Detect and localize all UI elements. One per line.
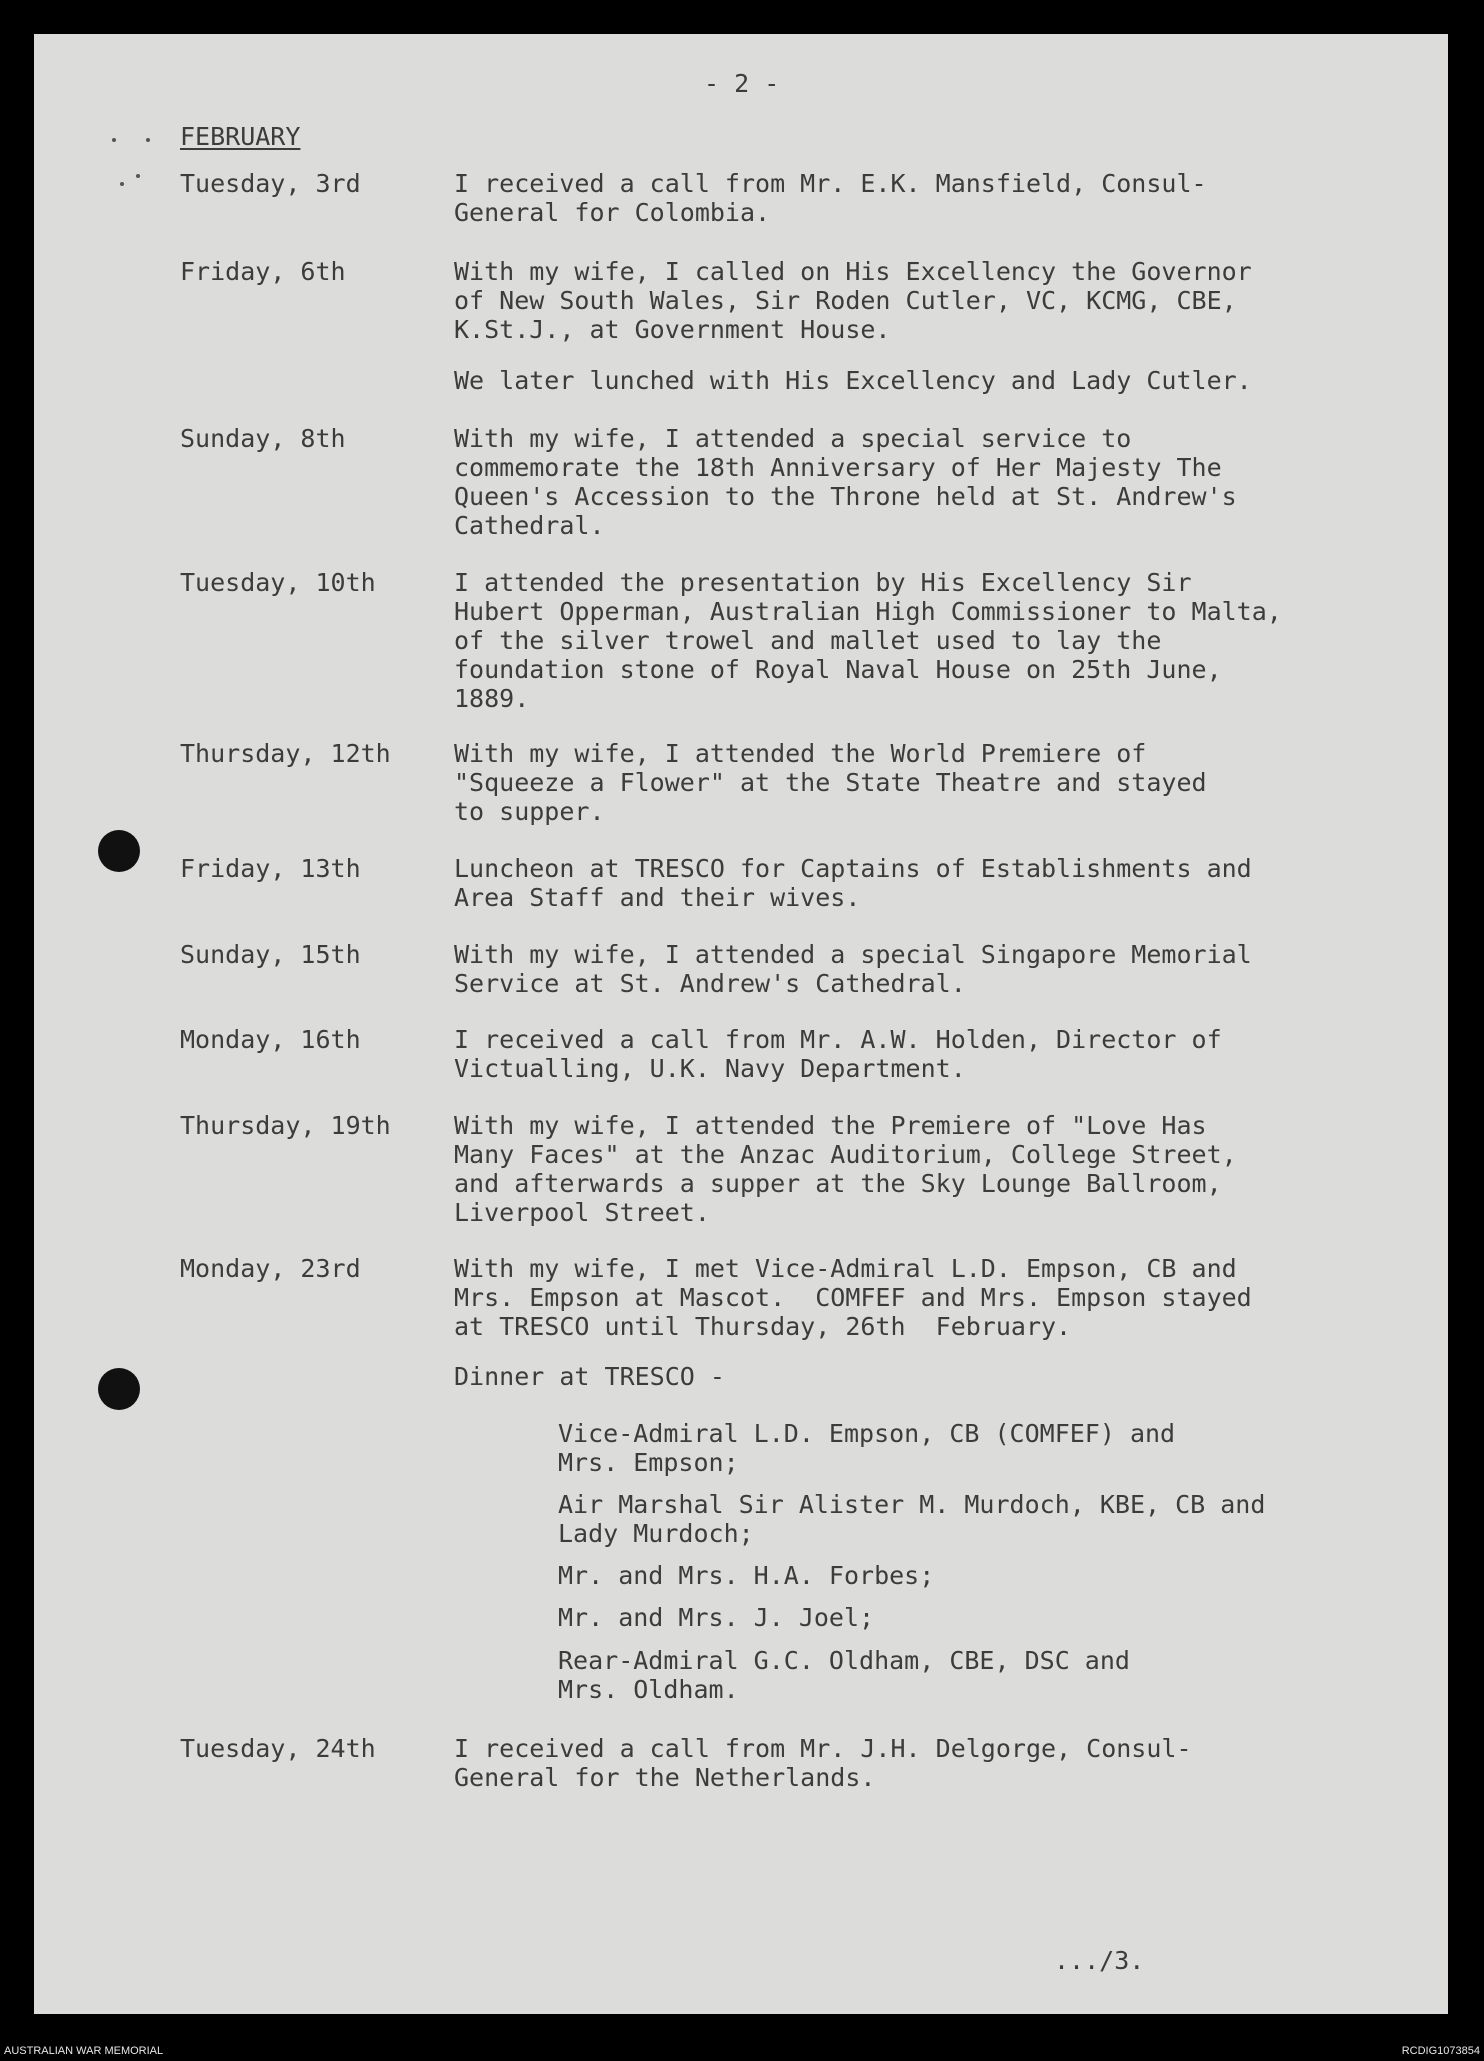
text-line: Mrs. Empson at Mascot. COMFEF and Mrs. Empson stayed	[454, 1283, 1252, 1312]
text-line: commemorate the 18th Anniversary of Her Majesty The	[454, 453, 1222, 482]
text-line: Queen's Accession to the Throne held at St. Andrew's	[454, 482, 1237, 511]
text-line: We later lunched with His Excellency and Lady Cutler.	[454, 366, 1252, 395]
guest-line: Air Marshal Sir Alister M. Murdoch, KBE, CB and	[558, 1490, 1266, 1519]
text-line: Service at St. Andrew's Cathedral.	[454, 969, 966, 998]
entry-text	[454, 1111, 1237, 1227]
entry-day: Tuesday, 3rd	[180, 169, 361, 198]
text-line: With my wife, I attended the World Premiere of	[454, 739, 1147, 768]
text-line: I received a call from Mr. E.K. Mansfield, Consul-	[454, 169, 1207, 198]
entry-text	[454, 940, 1252, 998]
guest-line: Vice-Admiral L.D. Empson, CB (COMFEF) and	[558, 1419, 1176, 1448]
page-number: - 2 -	[704, 69, 780, 98]
entry-text	[454, 169, 1207, 227]
entry-day: Monday, 23rd	[180, 1254, 361, 1283]
text-line: to supper.	[454, 797, 605, 826]
text-line: "Squeeze a Flower" at the State Theatre and stayed	[454, 768, 1207, 797]
text-line: foundation stone of Royal Naval House on 25th June,	[454, 655, 1222, 684]
text-line: Victualling, U.K. Navy Department.	[454, 1054, 966, 1083]
entry-text	[454, 1362, 725, 1391]
continuation-marker: .../3.	[1054, 1946, 1145, 1975]
paper-speck	[112, 138, 116, 142]
punch-hole	[98, 830, 140, 872]
text-line: at TRESCO until Thursday, 26th February.	[454, 1312, 1072, 1341]
text-line: Dinner at TRESCO -	[454, 1362, 725, 1391]
entry-text	[454, 1254, 1252, 1341]
text-line: Hubert Opperman, Australian High Commissioner to Malta,	[454, 597, 1282, 626]
entry-text	[454, 854, 1252, 912]
text-line: I received a call from Mr. J.H. Delgorge, Consul-	[454, 1734, 1192, 1763]
entry-day: Tuesday, 24th	[180, 1734, 376, 1763]
entry-day: Thursday, 12th	[180, 739, 391, 768]
text-line: K.St.J., at Government House.	[454, 315, 891, 344]
punch-hole	[98, 1368, 140, 1410]
entry-text	[454, 568, 1282, 713]
entry-day: Friday, 6th	[180, 257, 346, 286]
text-line: With my wife, I met Vice-Admiral L.D. Empson, CB and	[454, 1254, 1237, 1283]
text-line: Many Faces" at the Anzac Auditorium, College Street,	[454, 1140, 1237, 1169]
guest-entry	[558, 1419, 1175, 1477]
paper-speck	[136, 174, 140, 178]
entry-text	[454, 739, 1207, 826]
text-line: of the silver trowel and mallet used to lay the	[454, 626, 1162, 655]
entry-text	[454, 257, 1252, 344]
typed-page	[34, 34, 1448, 2014]
text-line: With my wife, I attended the Premiere of "Love Has	[454, 1111, 1207, 1140]
guest-entry	[558, 1603, 874, 1632]
text-line: General for Colombia.	[454, 198, 771, 227]
footer-id: RCDIG1073854	[1401, 2045, 1480, 2057]
guest-entry	[558, 1490, 1265, 1548]
guest-line: Lady Murdoch;	[558, 1519, 754, 1548]
guest-line: Mrs. Oldham.	[558, 1675, 739, 1704]
guest-line: Rear-Admiral G.C. Oldham, CBE, DSC and	[558, 1646, 1130, 1675]
text-line: Area Staff and their wives.	[454, 883, 861, 912]
text-line: With my wife, I attended a special Singapore Memorial	[454, 940, 1252, 969]
entry-day: Thursday, 19th	[180, 1111, 391, 1140]
entry-day: Sunday, 15th	[180, 940, 361, 969]
footer-credit: AUSTRALIAN WAR MEMORIAL	[4, 2045, 164, 2057]
entry-text	[454, 366, 1252, 395]
entry-text	[454, 424, 1237, 540]
paper-speck	[146, 138, 150, 142]
paper-speck	[120, 182, 124, 186]
guest-entry	[558, 1561, 934, 1590]
text-line: Liverpool Street.	[454, 1198, 710, 1227]
text-line: I received a call from Mr. A.W. Holden, Director of	[454, 1025, 1222, 1054]
text-line: of New South Wales, Sir Roden Cutler, VC, KCMG, CBE,	[454, 286, 1237, 315]
text-line: Cathedral.	[454, 511, 605, 540]
text-line: General for the Netherlands.	[454, 1763, 876, 1792]
guest-line: Mrs. Empson;	[558, 1448, 739, 1477]
text-line: I attended the presentation by His Excellency Sir	[454, 568, 1192, 597]
entry-text	[454, 1025, 1222, 1083]
text-line: Luncheon at TRESCO for Captains of Establishments and	[454, 854, 1252, 883]
entry-day: Friday, 13th	[180, 854, 361, 883]
entry-day: Sunday, 8th	[180, 424, 346, 453]
guest-entry	[558, 1646, 1130, 1704]
text-line: and afterwards a supper at the Sky Lounge Ballroom,	[454, 1169, 1222, 1198]
text-line: With my wife, I attended a special service to	[454, 424, 1132, 453]
guest-line: Mr. and Mrs. H.A. Forbes;	[558, 1561, 935, 1590]
month-heading: FEBRUARY	[180, 122, 301, 151]
entry-day: Monday, 16th	[180, 1025, 361, 1054]
entry-text	[454, 1734, 1192, 1792]
text-line: With my wife, I called on His Excellency the Governor	[454, 257, 1252, 286]
text-line: 1889.	[454, 684, 530, 713]
guest-line: Mr. and Mrs. J. Joel;	[558, 1603, 875, 1632]
entry-day: Tuesday, 10th	[180, 568, 376, 597]
